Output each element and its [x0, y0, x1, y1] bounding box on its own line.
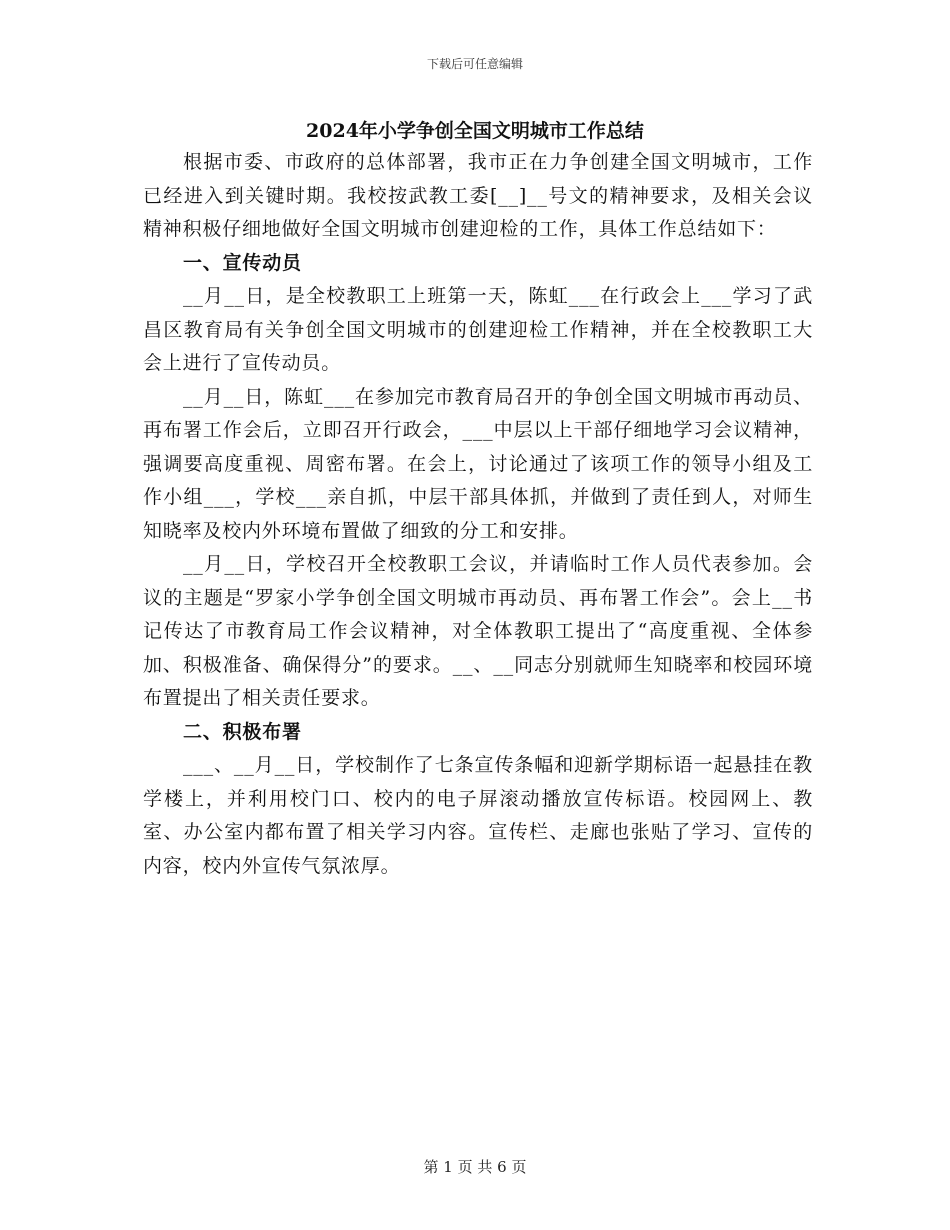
body-paragraph: __月__日，陈虹___在参加完市教育局召开的争创全国文明城市再动员、再布署工作会后，立即召开行政会，___中层以上干部仔细地学习会议精神，强调要高度重视、周密布署。在会上，讨论通过了该项工作的领导小组及工作小组___，学校___亲自抓，中层干部具体抓，并做到了责任到人，对师生知晓率及校内外环境布置做了细致的分工和安排。 [143, 385, 813, 542]
body-paragraph: __月__日，是全校教职工上班第一天，陈虹___在行政会上___学习了武昌区教育局有关争创全国文明城市的创建迎检工作精神，并在全校教职工大会上进行了宣传动员。 [143, 285, 813, 374]
body-paragraph: __月__日，学校召开全校教职工会议，并请临时工作人员代表参加。会议的主题是“罗家小学争创全国文明城市再动员、再布署工作会”。会上__书记传达了市教育局工作会议精神，对全体教职工提出了“高度重视、全体参加、积极准备、确保得分”的要求。__、__同志分别就师生知晓率和校园环境布置提出了相关责任要求。 [143, 553, 813, 709]
body-paragraph: ___、__月__日，学校制作了七条宣传条幅和迎新学期标语一起悬挂在教学楼上，并利用校门口、校内的电子屏滚动播放宣传标语。校园网上、教室、办公室内都布置了相关学习内容。宣传栏、走廊也张贴了学习、宣传的内容，校内外宣传气氛浓厚。 [143, 754, 813, 877]
document-body [143, 146, 813, 883]
document-title: 2024年小学争创全国文明城市工作总结 [306, 120, 644, 142]
intro-paragraph: 根据市委、市政府的总体部署，我市正在力争创建全国文明城市，工作已经进入到关键时期。我校按武教工委[__]__号文的精神要求，及相关会议精神积极仔细地做好全国文明城市创建迎检的工作，具体工作总结如下： [143, 151, 813, 240]
page-number-footer: 第 1 页 共 6 页 [423, 1158, 527, 1176]
section-heading-deployment: 二、积极布署 [183, 720, 302, 743]
page-header-note: 下载后可任意编辑 [426, 57, 523, 71]
section-heading-publicity: 一、宣传动员 [183, 251, 302, 274]
